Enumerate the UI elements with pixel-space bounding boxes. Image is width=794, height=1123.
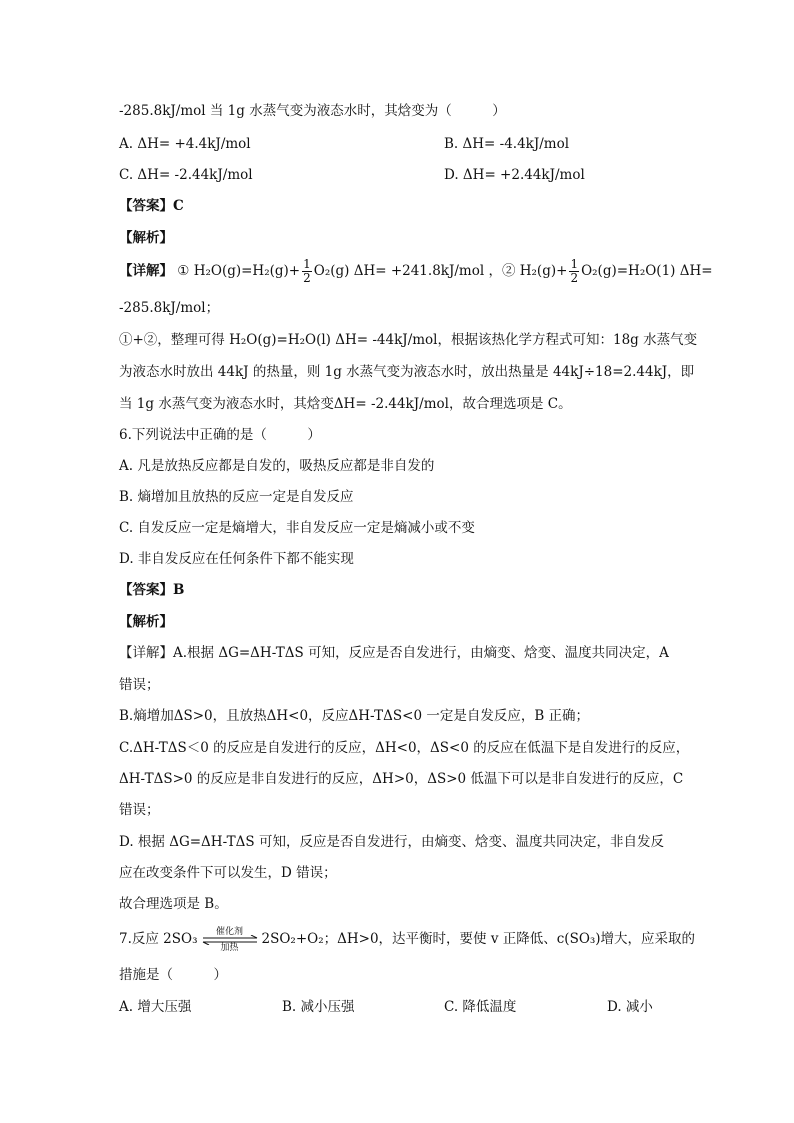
- q6-detail-line-5: ΔH-TΔS>0 的反应是非自发进行的反应，ΔH>0，ΔS>0 低温下可以是非自发进行的反应，C: [119, 771, 684, 787]
- arrow-condition-bottom: 加热: [220, 942, 239, 953]
- arrow-condition-top: 催化剂: [215, 926, 243, 937]
- q6-analysis-label: 【解析】: [119, 614, 173, 630]
- q7-stem-part-a: 7.反应 2SO₃: [119, 931, 198, 947]
- q5-detail-line-5: 当 1g 水蒸气变为液态水时，其焓变ΔH= -2.44kJ/mol，故合理选项是 C。: [119, 396, 572, 412]
- fraction-numerator: 1: [303, 257, 311, 271]
- q5-detail-line-3: ①+②，整理可得 H₂O(g)=H₂O(l) ΔH= -44kJ/mol，根据该热化学方程式可知：18g 水蒸气变: [119, 332, 698, 348]
- q7-option-a: A. 增大压强: [119, 999, 192, 1015]
- fraction-half: [302, 258, 312, 285]
- fraction-numerator: 1: [570, 257, 579, 271]
- q7-option-d: D. 减小: [607, 999, 653, 1015]
- q5-answer: 【答案】C: [119, 198, 184, 214]
- q6-detail-line-4: C.ΔH-TΔS＜0 的反应是自发进行的反应，ΔH<0，ΔS<0 的反应在低温下是自发进行的反应，: [119, 740, 690, 756]
- q6-stem: 6.下列说法中正确的是（ ）: [119, 427, 321, 443]
- q6-option-a: A. 凡是放热反应都是自发的，吸热反应都是非自发的: [119, 458, 435, 474]
- q6-detail-line-7: D. 根据 ΔG=ΔH-TΔS 可知，反应是否自发进行，由熵变、焓变、温度共同决定，非自发反: [119, 834, 664, 850]
- q6-detail-line-9: 故合理选项是 B。: [119, 896, 228, 912]
- q5-option-c: C. ΔH= -2.44kJ/mol: [119, 167, 253, 183]
- q6-answer: 【答案】B: [119, 582, 185, 598]
- q5-stem-tail: -285.8kJ/mol 当 1g 水蒸气变为液态水时，其焓变为（ ）: [119, 103, 506, 119]
- q6-option-d: D. 非自发反应在任何条件下都不能实现: [119, 551, 354, 567]
- equation-1-part-a: ① H₂O(g)=H₂(g)+: [177, 263, 301, 279]
- q7-stem-line-2: 措施是（ ）: [119, 967, 227, 983]
- q5-option-d: D. ΔH= +2.44kJ/mol: [444, 167, 585, 183]
- q5-option-a: A. ΔH= +4.4kJ/mol: [119, 136, 251, 152]
- q6-detail-line-8: 应在改变条件下可以发生，D 错误；: [119, 865, 337, 881]
- q6-option-c: C. 自发反应一定是熵增大，非自发反应一定是熵减小或不变: [119, 520, 475, 536]
- fraction-half: [569, 258, 579, 285]
- equation-1-part-b: O₂(g) ΔH= +241.8kJ/mol ，② H₂(g)+: [313, 263, 568, 279]
- q5-option-b: B. ΔH= -4.4kJ/mol: [444, 136, 570, 152]
- q6-detail-line-6: 错误；: [119, 802, 160, 818]
- fraction-denominator: 2: [303, 271, 311, 285]
- fraction-denominator: 2: [570, 271, 579, 285]
- q5-detail-line-2: -285.8kJ/mol；: [119, 300, 220, 316]
- q7-option-b: B. 减小压强: [282, 999, 355, 1015]
- reversible-arrow: [201, 927, 259, 953]
- q5-analysis-label: 【解析】: [119, 230, 173, 246]
- q7-stem-line-1: [119, 926, 695, 953]
- detail-label: 【详解】: [119, 263, 173, 279]
- q5-detail-line-4: 为液态水时放出 44kJ 的热量，则 1g 水蒸气变为液态水时，放出热量是 44kJ÷18=2.44kJ，即: [119, 364, 695, 380]
- q7-stem-part-b: 2SO₂+O₂；ΔH>0，达平衡时，要使 v 正降低、c(SO₃)增大，应采取的: [261, 931, 696, 947]
- q6-option-b: B. 熵增加且放热的反应一定是自发反应: [119, 489, 354, 505]
- q6-detail-line-1: 【详解】A.根据 ΔG=ΔH-TΔS 可知，反应是否自发进行，由熵变、焓变、温度共同决定，A: [119, 645, 669, 661]
- q7-option-c: C. 降低温度: [444, 999, 517, 1015]
- q5-detail-line-1: [119, 258, 713, 285]
- q6-detail-line-3: B.熵增加ΔS>0，且放热ΔH<0，反应ΔH-TΔS<0 一定是自发反应，B 正确；: [119, 708, 590, 724]
- q6-detail-line-2: 错误；: [119, 677, 160, 693]
- equation-2-part-b: O₂(g)=H₂O(1) ΔH=: [581, 263, 713, 279]
